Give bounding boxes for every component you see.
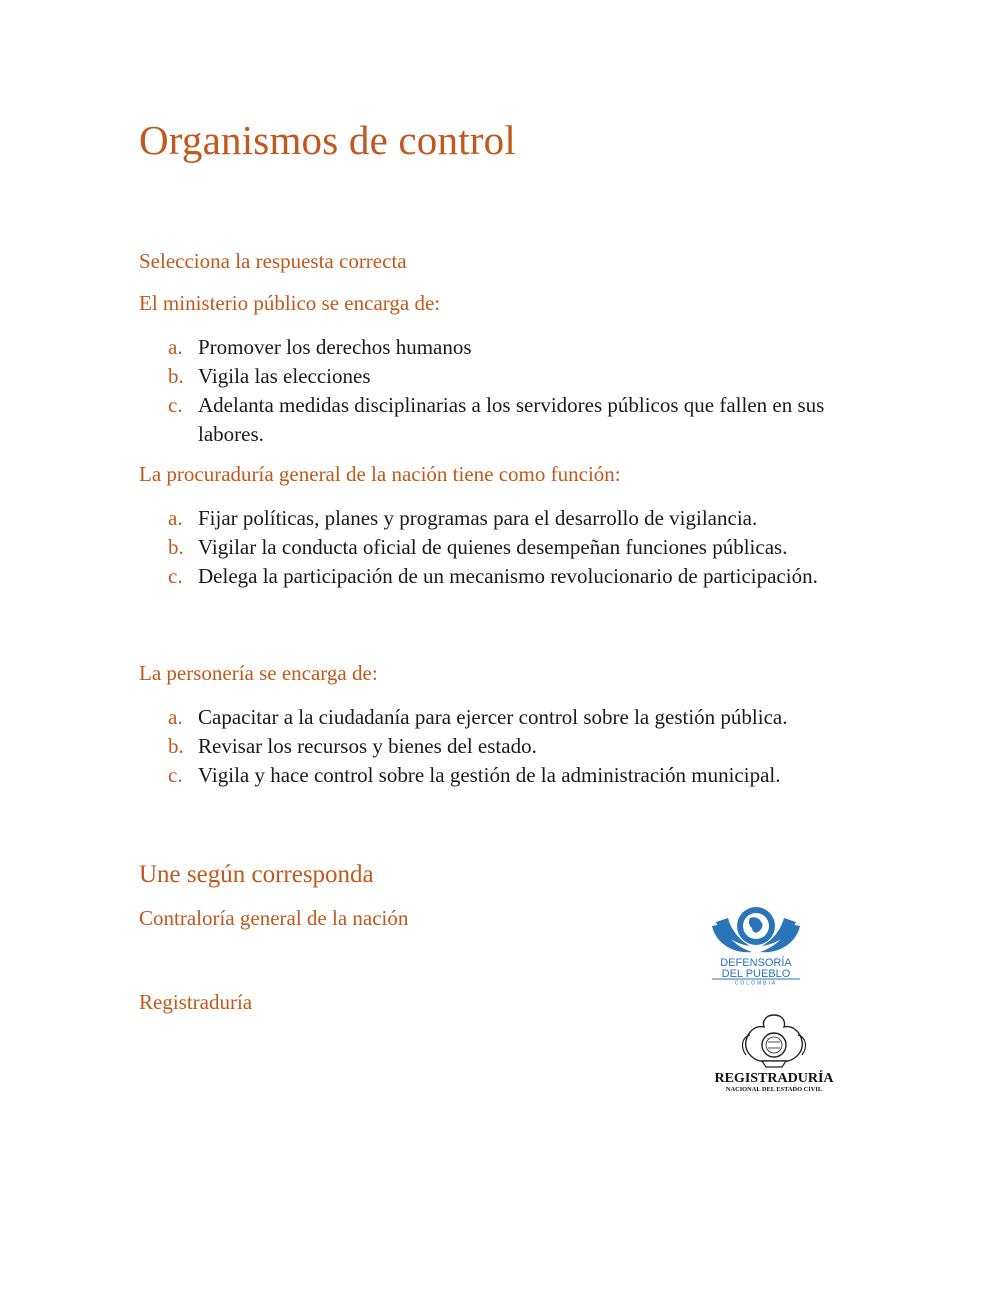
option-item[interactable]	[139, 761, 838, 790]
question-prompt: La personería se encarga de:	[139, 661, 378, 685]
option-text: Delega la participación de un mecanismo revolucionario de participación.	[198, 564, 818, 588]
option-marker: a.	[168, 705, 183, 729]
option-text: Promover los derechos humanos	[198, 335, 472, 359]
match-item-label[interactable]: Contraloría general de la nación	[139, 906, 409, 930]
option-text: Capacitar a la ciudadanía para ejercer control sobre la gestión pública.	[198, 705, 788, 729]
option-item[interactable]	[139, 333, 869, 362]
option-text: Vigilar la conducta oficial de quienes desempeñan funciones públicas.	[198, 535, 788, 559]
option-marker: c.	[168, 763, 183, 787]
section-heading: Une según corresponda	[139, 861, 374, 888]
option-text: Revisar los recursos y bienes del estado.	[198, 734, 537, 758]
option-text: Vigila y hace control sobre la gestión de la administración municipal.	[198, 763, 781, 787]
option-item[interactable]	[139, 391, 869, 449]
page-title: Organismos de control	[139, 117, 516, 163]
question-prompt: El ministerio público se encarga de:	[139, 291, 441, 315]
option-text: Fijar políticas, planes y programas para el desarrollo de vigilancia.	[198, 506, 758, 530]
option-marker: b.	[168, 364, 184, 388]
logo-text: DEL PUEBLO	[721, 968, 791, 980]
logo-text: NACIONAL DEL ESTADO CIVIL	[725, 1086, 823, 1093]
match-item-label[interactable]: Registraduría	[139, 990, 253, 1014]
options-list	[139, 703, 869, 790]
option-item[interactable]	[139, 504, 869, 533]
option-marker: b.	[168, 734, 184, 758]
defensoria-del-pueblo-logo[interactable]	[706, 904, 806, 986]
logo-text: REGISTRADURÍA	[714, 1071, 834, 1086]
option-marker: b.	[168, 535, 184, 559]
option-marker: c.	[168, 393, 183, 417]
option-item[interactable]	[139, 533, 808, 562]
question-prompt: La procuraduría general de la nación tiene como función:	[139, 462, 621, 486]
option-item[interactable]	[139, 362, 869, 391]
logo-text: COLOMBIA	[734, 980, 778, 986]
option-marker: c.	[168, 564, 183, 588]
registraduria-logo[interactable]	[706, 1011, 842, 1095]
option-item[interactable]	[139, 732, 869, 761]
option-text: Adelanta medidas disciplinarias a los servidores públicos que fallen en sus labores.	[198, 393, 825, 446]
option-item[interactable]	[139, 562, 838, 591]
instruction: Selecciona la respuesta correcta	[139, 249, 407, 273]
option-marker: a.	[168, 506, 183, 530]
option-text: Vigila las elecciones	[198, 364, 371, 388]
option-marker: a.	[168, 335, 183, 359]
options-list	[139, 333, 869, 449]
option-item[interactable]	[139, 703, 863, 732]
options-list	[139, 504, 869, 591]
logo-text: DEFENSORÍA	[720, 957, 792, 969]
